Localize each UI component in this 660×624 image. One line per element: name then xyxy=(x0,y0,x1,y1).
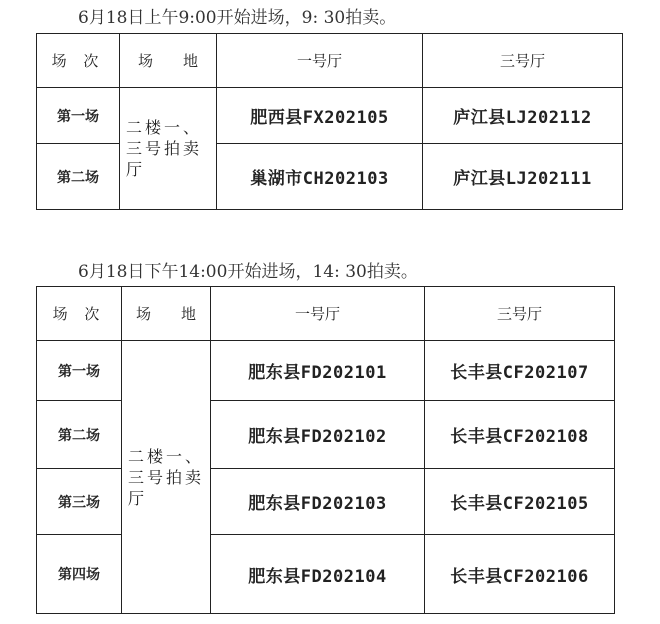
session-cell: 第二场 xyxy=(37,401,122,469)
morning-caption: 6月18日上午9:00开始进场，9: 30拍卖。 xyxy=(78,8,397,28)
venue-cell: 二楼一、三号拍卖厅 xyxy=(120,88,217,210)
header-venue: 场 地 xyxy=(120,34,217,88)
session-cell: 第二场 xyxy=(37,144,120,210)
afternoon-schedule-table xyxy=(36,286,615,614)
header-session: 场 次 xyxy=(37,34,120,88)
header-hall3: 三号厅 xyxy=(425,287,615,341)
hall3-lot-cell: 庐江县LJ202112 xyxy=(423,88,623,144)
hall3-lot-cell: 长丰县CF202108 xyxy=(425,401,615,469)
table-row xyxy=(37,88,623,144)
afternoon-caption: 6月18日下午14:00开始进场，14: 30拍卖。 xyxy=(78,262,418,282)
hall3-lot-cell: 庐江县LJ202111 xyxy=(423,144,623,210)
venue-cell: 二楼一、三号拍卖厅 xyxy=(122,341,211,614)
hall1-lot-cell: 肥东县FD202101 xyxy=(211,341,425,401)
hall1-lot-cell: 肥东县FD202102 xyxy=(211,401,425,469)
table-header-row xyxy=(37,34,623,88)
header-venue: 场 地 xyxy=(122,287,211,341)
hall3-lot-cell: 长丰县CF202107 xyxy=(425,341,615,401)
session-cell: 第一场 xyxy=(37,341,122,401)
morning-schedule-table xyxy=(36,33,623,210)
session-cell: 第三场 xyxy=(37,469,122,535)
header-session: 场 次 xyxy=(37,287,122,341)
hall3-lot-cell: 长丰县CF202105 xyxy=(425,469,615,535)
hall3-lot-cell: 长丰县CF202106 xyxy=(425,535,615,614)
hall1-lot-cell: 肥东县FD202104 xyxy=(211,535,425,614)
hall1-lot-cell: 肥西县FX202105 xyxy=(217,88,423,144)
header-hall3: 三号厅 xyxy=(423,34,623,88)
hall1-lot-cell: 肥东县FD202103 xyxy=(211,469,425,535)
header-hall1: 一号厅 xyxy=(217,34,423,88)
header-hall1: 一号厅 xyxy=(211,287,425,341)
session-cell: 第四场 xyxy=(37,535,122,614)
table-header-row xyxy=(37,287,615,341)
table-row xyxy=(37,341,615,401)
session-cell: 第一场 xyxy=(37,88,120,144)
hall1-lot-cell: 巢湖市CH202103 xyxy=(217,144,423,210)
